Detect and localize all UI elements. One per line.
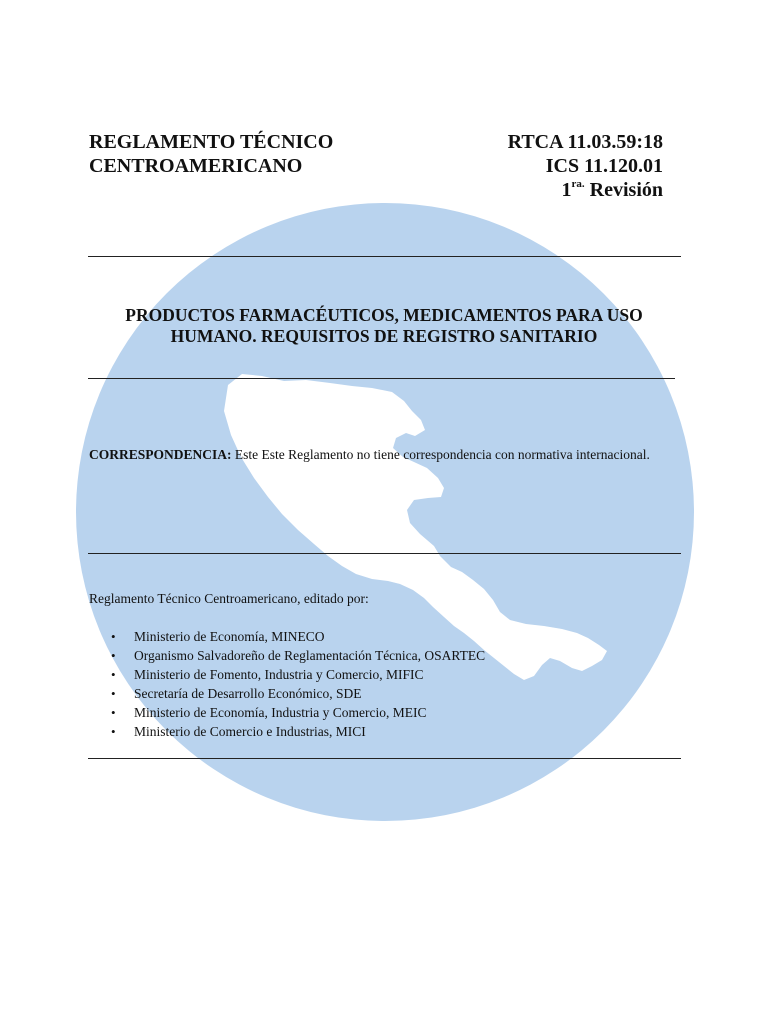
editor-name: Ministerio de Fomento, Industria y Comercio, MIFIC xyxy=(134,667,424,682)
list-item xyxy=(89,627,485,646)
correspondence-label: CORRESPONDENCIA: xyxy=(89,447,232,462)
document-type-line1: REGLAMENTO TÉCNICO xyxy=(89,131,334,153)
bullet-icon: • xyxy=(111,686,116,701)
divider-middle xyxy=(88,553,681,554)
bullet-icon: • xyxy=(111,724,116,739)
ics-code: ICS 11.120.01 xyxy=(545,155,663,177)
document-type-line2: CENTROAMERICANO xyxy=(89,155,303,177)
document-title-line2: HUMANO. REQUISITOS DE REGISTRO SANITARIO xyxy=(170,326,598,346)
list-item xyxy=(89,722,485,741)
list-item xyxy=(89,646,485,665)
document-title-line1: PRODUCTOS FARMACÉUTICOS, MEDICAMENTOS PARA USO xyxy=(125,305,643,325)
document-code-block xyxy=(508,130,663,202)
bullet-icon: • xyxy=(111,667,116,682)
editor-name: Organismo Salvadoreño de Reglamentación Técnica, OSARTEC xyxy=(134,648,486,663)
divider-under-title xyxy=(88,378,675,379)
editors-list xyxy=(89,627,485,741)
revision-superscript: ra. xyxy=(571,178,585,190)
divider-bottom xyxy=(88,758,681,759)
editor-name: Ministerio de Economía, MINECO xyxy=(134,629,325,644)
edited-by-intro: Reglamento Técnico Centroamericano, editado por: xyxy=(89,591,369,606)
document-title xyxy=(100,305,668,347)
rtca-code: RTCA 11.03.59:18 xyxy=(507,131,663,153)
list-item xyxy=(89,703,485,722)
correspondence-text: Este Este Reglamento no tiene correspondencia con normativa internacional. xyxy=(231,447,650,462)
editor-name: Ministerio de Comercio e Industrias, MICI xyxy=(134,724,366,739)
document-type-heading xyxy=(89,130,333,178)
revision-number: 1 xyxy=(561,179,572,201)
correspondence-paragraph xyxy=(89,446,680,463)
divider-top xyxy=(88,256,681,257)
revision-label xyxy=(508,178,663,202)
revision-word: Revisión xyxy=(584,179,663,201)
list-item xyxy=(89,684,485,703)
editor-name: Secretaría de Desarrollo Económico, SDE xyxy=(134,686,362,701)
bullet-icon: • xyxy=(111,648,116,663)
bullet-icon: • xyxy=(111,705,116,720)
editor-name: Ministerio de Economía, Industria y Comercio, MEIC xyxy=(134,705,427,720)
list-item xyxy=(89,665,485,684)
bullet-icon: • xyxy=(111,629,116,644)
